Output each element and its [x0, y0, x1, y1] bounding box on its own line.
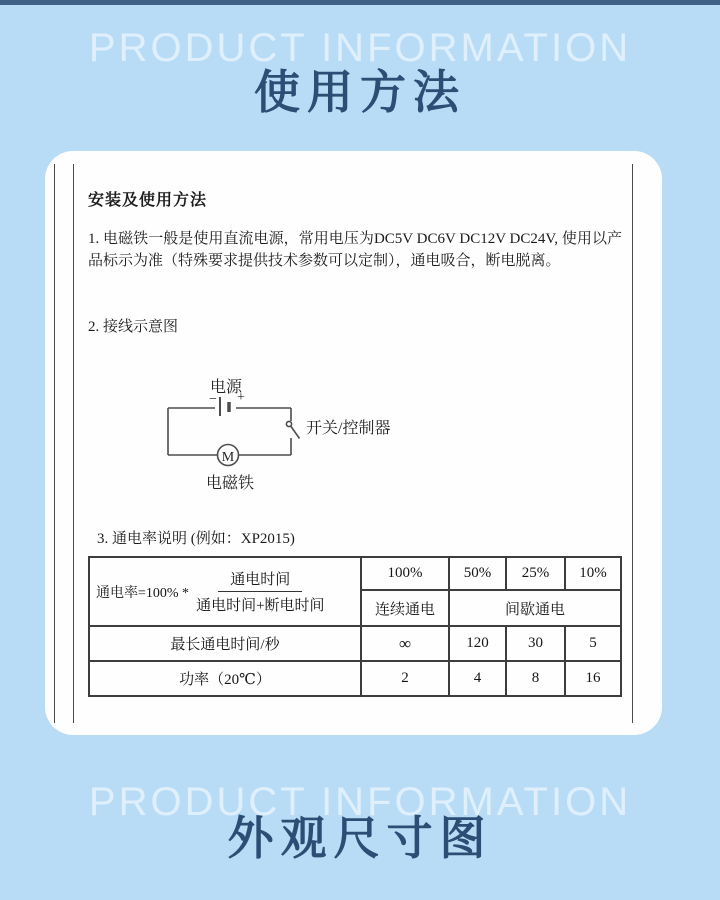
switch-lever-icon	[291, 427, 300, 439]
power-10: 16	[565, 661, 621, 696]
duty-header-25: 25%	[506, 557, 565, 590]
battery-minus-sign: −	[209, 392, 217, 407]
duty-cycle-table	[88, 556, 622, 697]
formula-denominator: 通电时间+断电时间	[196, 598, 325, 614]
page-border-line-left-inner	[73, 164, 74, 723]
instruction-card	[45, 151, 662, 735]
magnet-label: 电磁铁	[205, 475, 255, 492]
page-border-line-right	[632, 164, 633, 723]
mode-intermittent: 间歇通电	[449, 590, 621, 626]
power-25: 8	[506, 661, 565, 696]
motor-letter: M	[221, 450, 235, 465]
top-accent-bar	[0, 0, 720, 5]
power-50: 4	[449, 661, 506, 696]
duty-cycle-caption: 3. 通电率说明 (例如：XP2015)	[97, 531, 295, 547]
duty-formula-cell	[89, 557, 361, 626]
watermark-bottom: PRODUCT INFORMATION	[88, 780, 632, 824]
power-label: 电源	[209, 379, 243, 396]
page-border-line-left-outer	[54, 164, 55, 723]
wiring-diagram	[158, 371, 458, 501]
watermark-top: PRODUCT INFORMATION	[88, 26, 632, 70]
max-time-50: 120	[449, 626, 506, 661]
duty-header-10: 10%	[565, 557, 621, 590]
max-time-10: 5	[565, 626, 621, 661]
paragraph-wiring-title: 2. 接线示意图	[88, 319, 179, 335]
mode-continuous: 连续通电	[361, 590, 449, 626]
paragraph-power-note: 1. 电磁铁一般是使用直流电源，常用电压为DC5V DC6V DC12V DC24V, 使用以产品标示为准（特殊要求提供技术参数可以定制），通电吸合，断电脱离。	[88, 231, 622, 269]
duty-header-100: 100%	[361, 557, 449, 590]
row-max-time-label: 最长通电时间/秒	[89, 626, 361, 661]
switch-contact-icon	[286, 421, 291, 426]
formula-numerator: 通电时间	[218, 568, 302, 592]
duty-header-50: 50%	[449, 557, 506, 590]
battery-plus-sign: +	[237, 390, 245, 405]
formula-fraction	[196, 568, 324, 615]
doc-heading: 安装及使用方法	[88, 192, 208, 209]
max-time-25: 30	[506, 626, 565, 661]
section-title-dimensions: 外观尺寸图	[227, 812, 493, 864]
formula-prefix: 通电率=100% *	[96, 585, 190, 601]
section-title-usage: 使用方法	[254, 66, 466, 118]
max-time-100: ∞	[361, 626, 449, 661]
row-power-label: 功率（20℃）	[89, 661, 361, 696]
power-100: 2	[361, 661, 449, 696]
switch-label: 开关/控制器	[306, 420, 391, 437]
